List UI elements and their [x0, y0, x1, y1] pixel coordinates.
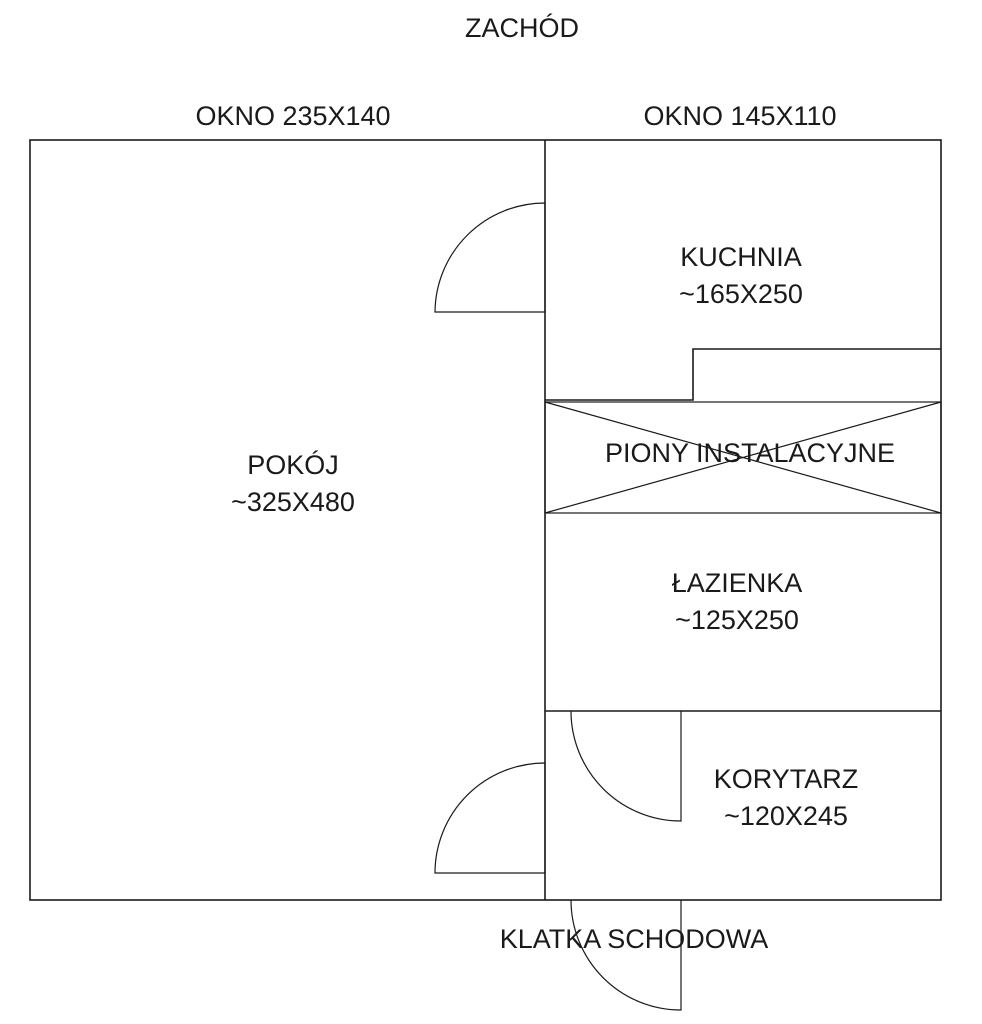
room-size-korytarz: ~120X245	[724, 801, 848, 831]
kitchen-wall	[545, 349, 941, 400]
room-name-pokoj: POKÓJ	[247, 450, 339, 480]
door-entrance	[571, 900, 681, 1010]
room-size-kuchnia: ~165X250	[679, 279, 803, 309]
window-label-right: OKNO 145X110	[643, 101, 837, 131]
room-name-kuchnia: KUCHNIA	[680, 242, 802, 272]
room-size-lazienka: ~125X250	[675, 605, 799, 635]
door-bathroom	[571, 711, 681, 821]
door-room-corridor	[435, 763, 545, 873]
room-size-pokoj: ~325X480	[231, 487, 355, 517]
orientation-label-west: ZACHÓD	[465, 13, 579, 43]
door-room-kitchen	[435, 203, 545, 312]
window-label-left: OKNO 235X140	[195, 101, 391, 131]
room-name-lazienka: ŁAZIENKA	[671, 568, 803, 598]
room-name-piony: PIONY INSTALACYJNE	[604, 438, 896, 468]
staircase-label: KLATKA SCHODOWA	[499, 924, 769, 954]
room-name-korytarz: KORYTARZ	[713, 764, 859, 794]
